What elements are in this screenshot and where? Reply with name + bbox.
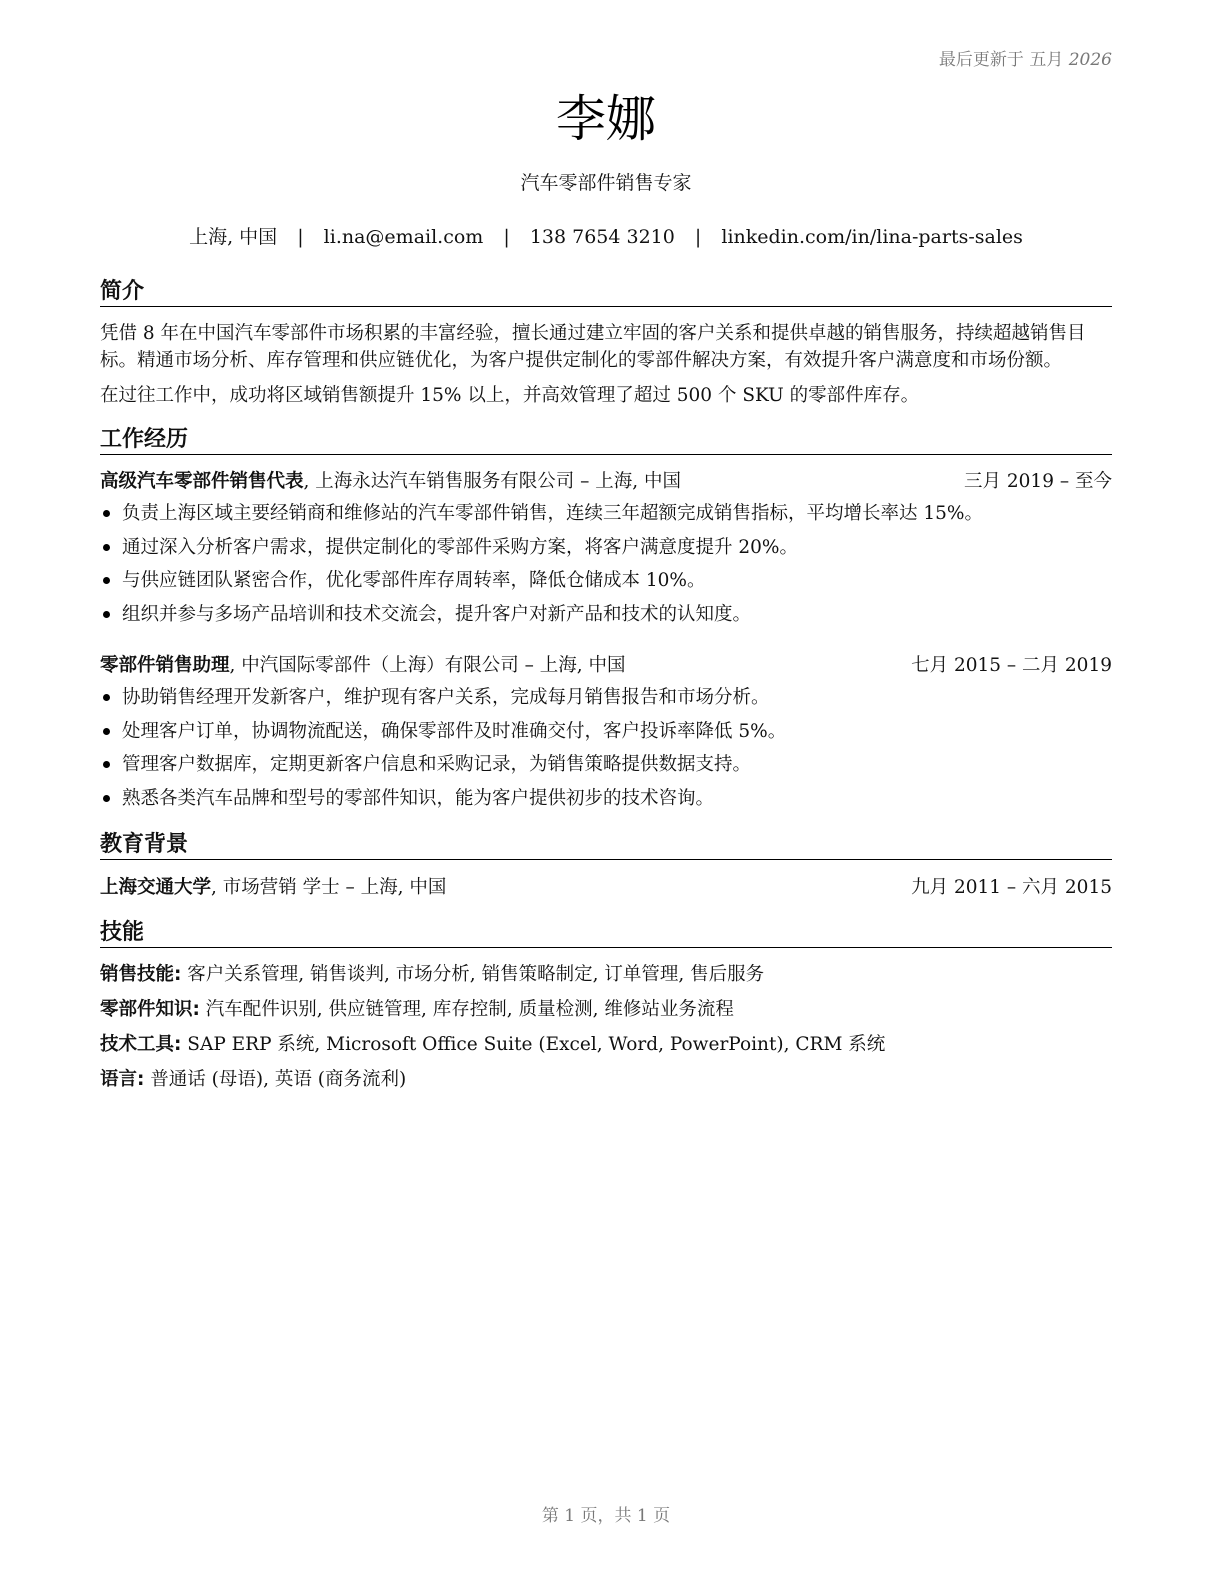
bullet-item: 负责上海区域主要经销商和维修站的汽车零部件销售，连续三年超额完成销售指标，平均增长率达 15%。 (100, 497, 1112, 531)
last-updated-label: 最后更新于 五月 (938, 50, 1064, 70)
last-updated-year: 2026 (1068, 50, 1112, 70)
education-row (100, 875, 1112, 901)
page-footer: 第 1 页，共 1 页 (541, 1506, 671, 1526)
skill-label: 技术工具: (100, 1034, 182, 1055)
bullet-item: 协助销售经理开发新客户，维护现有客户关系，完成每月销售报告和市场分析。 (100, 681, 1112, 715)
bullet-item: 组织并参与多场产品培训和技术交流会，提升客户对新产品和技术的认知度。 (100, 598, 1112, 632)
contact-phone: 138 7654 3210 (529, 226, 675, 248)
section-heading-skills: 技能 (100, 919, 1112, 948)
job-dates: 七月 2015 – 二月 2019 (911, 655, 1112, 676)
education-dates: 九月 2011 – 六月 2015 (911, 877, 1112, 898)
skill-value: 汽车配件识别, 供应链管理, 库存控制, 质量检测, 维修站业务流程 (199, 999, 734, 1020)
job-company: , 中汽国际零部件（上海）有限公司 – 上海, 中国 (229, 655, 626, 676)
bullet-item: 处理客户订单，协调物流配送，确保零部件及时准确交付，客户投诉率降低 5%。 (100, 715, 1112, 749)
section-heading-experience: 工作经历 (100, 426, 1112, 455)
contact-separator: | (297, 226, 304, 248)
bullet-item: 管理客户数据库，定期更新客户信息和采购记录，为销售策略提供数据支持。 (100, 748, 1112, 782)
job-header (100, 469, 1112, 495)
section-heading-summary: 简介 (100, 278, 1112, 307)
resume-page (100, 0, 1112, 1584)
contact-separator: | (503, 226, 510, 248)
bullet-item: 熟悉各类汽车品牌和型号的零部件知识，能为客户提供初步的技术咨询。 (100, 782, 1112, 816)
summary-paragraph: 在过往工作中，成功将区域销售额提升 15% 以上，并高效管理了超过 500 个 SKU 的零部件库存。 (100, 385, 920, 406)
job-role: 高级汽车零部件销售代表 (100, 471, 304, 492)
skill-row (100, 1032, 1112, 1058)
candidate-name: 李娜 (556, 90, 656, 148)
contact-location: 上海, 中国 (189, 226, 278, 248)
bullet-item: 通过深入分析客户需求，提供定制化的零部件采购方案，将客户满意度提升 20%。 (100, 531, 1112, 565)
job-bullets (100, 497, 1112, 631)
skill-label: 语言: (100, 1069, 145, 1090)
skill-value: 客户关系管理, 销售谈判, 市场分析, 销售策略制定, 订单管理, 售后服务 (181, 964, 765, 985)
job-bullets (100, 681, 1112, 815)
candidate-title: 汽车零部件销售专家 (520, 172, 692, 194)
skill-value: 普通话 (母语), 英语 (商务流利) (144, 1069, 407, 1090)
skill-label: 销售技能: (100, 964, 182, 985)
skill-value: SAP ERP 系统, Microsoft Office Suite (Excel, Word, PowerPoint), CRM 系统 (181, 1034, 886, 1055)
contact-separator: | (694, 226, 702, 248)
contact-line (100, 224, 1112, 250)
contact-linkedin[interactable]: linkedin.com/in/lina-parts-sales (721, 226, 1023, 248)
section-heading-education: 教育背景 (100, 831, 1112, 860)
school-name: 上海交通大学 (100, 877, 212, 898)
job-company: , 上海永达汽车销售服务有限公司 – 上海, 中国 (303, 471, 682, 492)
skill-row (100, 962, 1112, 988)
job-dates: 三月 2019 – 至今 (964, 471, 1112, 492)
job-header (100, 653, 1112, 679)
contact-email[interactable]: li.na@email.com (323, 226, 484, 248)
skill-row (100, 997, 1112, 1023)
skill-row (100, 1067, 1112, 1093)
bullet-item: 与供应链团队紧密合作，优化零部件库存周转率，降低仓储成本 10%。 (100, 564, 1112, 598)
skill-label: 零部件知识: (100, 999, 200, 1020)
last-updated (939, 45, 1112, 70)
summary-paragraph: 凭借 8 年在中国汽车零部件市场积累的丰富经验，擅长通过建立牢固的客户关系和提供卓越的销售服务，持续超越销售目标。精通市场分析、库存管理和供应链优化，为客户提供定制化的零部件解决方案，有效提升客户满意度和市场份额。 (100, 323, 1086, 371)
education-detail: , 市场营销 学士 – 上海, 中国 (211, 877, 447, 898)
job-role: 零部件销售助理 (100, 655, 230, 676)
